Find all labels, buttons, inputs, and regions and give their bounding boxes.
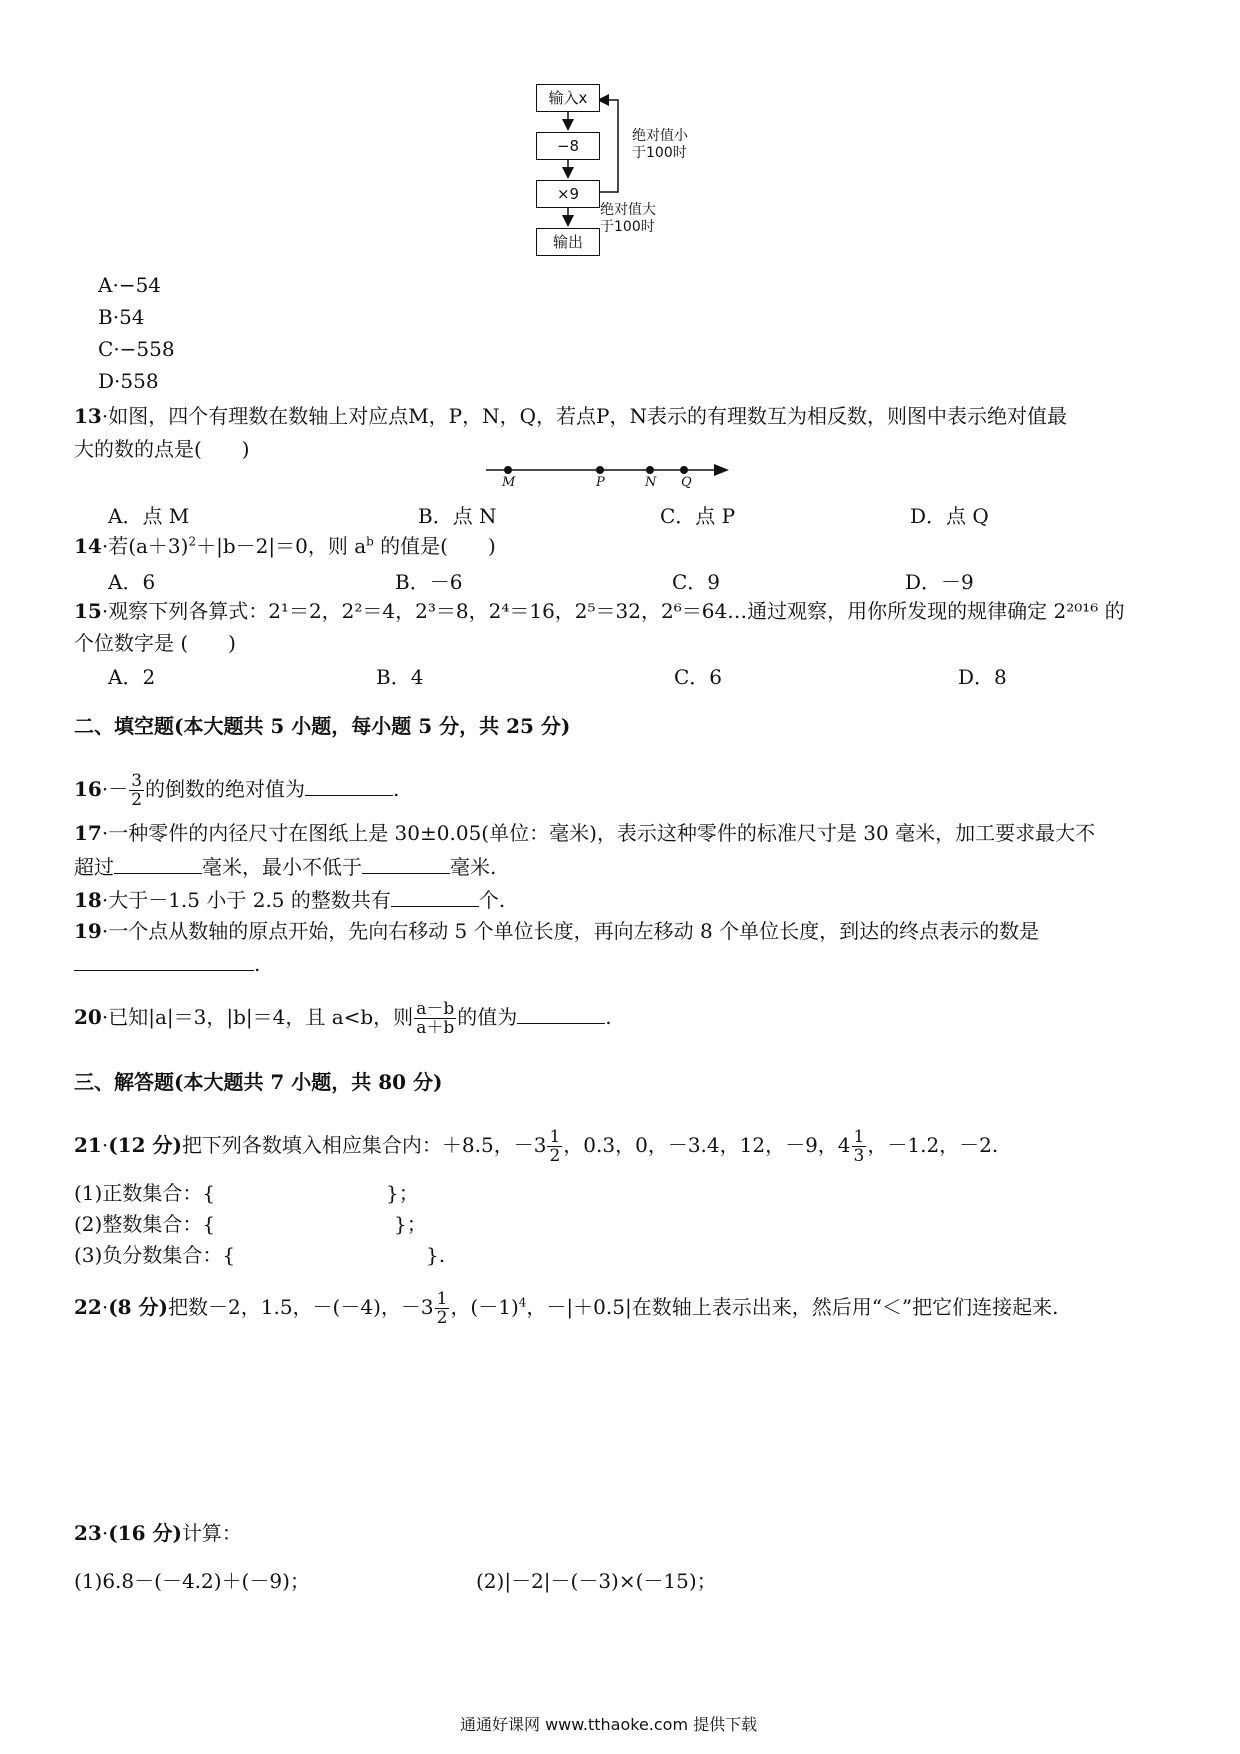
- answer-blank[interactable]: [517, 1003, 605, 1024]
- q14-sup1: 2: [188, 534, 197, 549]
- q13-line2: 大的数的点是( ): [74, 437, 250, 461]
- answer-blank[interactable]: [74, 950, 254, 971]
- q16-text: 的倒数的绝对值为: [145, 777, 306, 801]
- q19-line2: [74, 950, 260, 977]
- exit-label-1: 绝对值大: [600, 202, 656, 218]
- set-label: (1)正数集合：{: [74, 1181, 216, 1205]
- loop-label-1: 绝对值小: [632, 128, 688, 144]
- section-3-heading: 三、解答题(本大题共 7 小题，共 80 分): [74, 1070, 443, 1094]
- question-text: 一种零件的内径尺寸在图纸上是 30±0.05(单位：毫米)，表示这种零件的标准尺寸是 30 毫米，加工要求最大不: [108, 821, 1096, 845]
- fraction: [852, 1128, 867, 1165]
- q16-end: .: [393, 777, 400, 801]
- q22-sup: 4: [518, 1295, 527, 1310]
- question-text: 一个点从数轴的原点开始，先向右移动 5 个单位长度，再向左移动 8 个单位长度，到达的终点表示的数是: [108, 919, 1040, 943]
- q14-option-d[interactable]: D．－9: [905, 570, 974, 594]
- answer-blank[interactable]: [305, 775, 393, 796]
- question-number: 17: [74, 821, 102, 845]
- q14-sup2: b: [366, 534, 374, 549]
- q15-option-c[interactable]: C．6: [674, 665, 723, 689]
- question-number: 14: [74, 534, 102, 558]
- q17-text-a: 超过: [74, 855, 114, 879]
- question-text: 观察下列各算式：2¹＝2，2²＝4，2³＝8，2⁴＝16，2⁵＝32，2⁶＝64…通过观察，用你所发现的规律确定 2²⁰¹⁶ 的: [108, 599, 1125, 623]
- fraction-den: a＋b: [416, 1018, 455, 1038]
- q17-text-c: 毫米.: [450, 855, 497, 879]
- question-score: (16 分): [108, 1521, 182, 1545]
- fraction-num: 1: [853, 1127, 865, 1147]
- question-number: 16: [74, 777, 102, 801]
- option-letter: D: [98, 369, 115, 393]
- fraction: [129, 772, 144, 809]
- question-number: 21: [74, 1133, 102, 1157]
- q23-part2: (2)|－2|－(－3)×(－15)；: [476, 1569, 717, 1593]
- q20-text2: 的值为: [457, 1005, 518, 1029]
- fraction-num: 3: [131, 771, 143, 791]
- point-label-p: P: [596, 475, 605, 490]
- q22-text-c: ，－|＋0.5|在数轴上表示出来，然后用“＜”把它们连接起来.: [526, 1295, 1059, 1319]
- q17-line1: 17·一种零件的内径尺寸在图纸上是 30±0.05(单位：毫米)，表示这种零件的标准尺寸是 30 毫米，加工要求最大不: [74, 821, 1096, 845]
- fraction-den: 2: [131, 790, 143, 810]
- flow-times9-box: ×9: [536, 180, 600, 208]
- fraction: [547, 1128, 562, 1165]
- answer-blank-min[interactable]: [362, 853, 450, 874]
- q21-set-positive: [74, 1180, 215, 1206]
- q15-option-d[interactable]: D．8: [958, 665, 1007, 689]
- option-text: −54: [118, 273, 162, 297]
- option-letter: C: [98, 337, 114, 361]
- point-n: [646, 466, 654, 474]
- q19-end: .: [254, 952, 261, 976]
- point-label-q: Q: [681, 475, 692, 490]
- fraction: [414, 1000, 456, 1037]
- q22-answer-area[interactable]: [74, 1330, 1154, 1510]
- question-number: 19: [74, 919, 102, 943]
- section-2-heading: 二、填空题(本大题共 5 小题，每小题 5 分，共 25 分): [74, 714, 571, 738]
- answer-blank-max[interactable]: [114, 853, 202, 874]
- q21-text-c: ，－1.2，－2.: [867, 1133, 999, 1157]
- point-p: [596, 466, 604, 474]
- q22-text-b: ，(－1): [450, 1295, 519, 1319]
- q15-line2: 个位数字是 ( ): [74, 631, 236, 655]
- q20-end: .: [605, 1005, 612, 1029]
- question-number: 13: [74, 404, 102, 428]
- q22-line: 22·(8 分)把数－2，1.5，－(－4)，－3 $\frac{1}{2}$ ，$(-1)^4$，－|＋0.5|在数轴上表示出来，然后用“＜”把它们连接起来.: [74, 1289, 1059, 1328]
- q14-option-a[interactable]: A．6: [108, 570, 156, 594]
- question-number: 22: [74, 1295, 102, 1319]
- point-q: [680, 466, 688, 474]
- q19-line1: 19·一个点从数轴的原点开始，先向右移动 5 个单位长度，再向左移动 8 个单位长度，到达的终点表示的数是: [74, 919, 1040, 943]
- q21-text-a: 把下列各数填入相应集合内：＋8.5，－3: [181, 1133, 547, 1157]
- set-label: (3)负分数集合：{: [74, 1243, 236, 1267]
- question-score: (8 分): [108, 1295, 169, 1319]
- q15-line1: 15·观察下列各算式：2¹＝2，2²＝4，2³＝8，2⁴＝16，2⁵＝32，2⁶＝64…通过观察，用你所发现的规律确定 2²⁰¹⁶ 的: [74, 599, 1125, 623]
- set-integer-input[interactable]: [226, 1209, 390, 1235]
- q12-option-d[interactable]: D·558: [98, 369, 159, 393]
- loop-label-2: 于100时: [632, 145, 687, 161]
- flow-input-box: 输入x: [536, 84, 600, 112]
- q23-part1: (1)6.8－(－4.2)＋(－9)；: [74, 1569, 310, 1593]
- fraction-num: 1: [436, 1289, 448, 1309]
- q15-option-a[interactable]: A．2: [108, 665, 156, 689]
- q16-prefix: －: [108, 777, 129, 801]
- option-letter: A: [98, 273, 113, 297]
- fraction-den: 2: [549, 1146, 561, 1166]
- fraction-num: 1: [549, 1127, 561, 1147]
- number-line: [478, 458, 738, 498]
- fraction-num: a－b: [416, 999, 455, 1019]
- q21-line: 21·(12 分)把下列各数填入相应集合内：＋8.5，－3 $\frac{1}{2}$ ，0.3，0，－3.4，12，－9，4 $\frac{1}{3}$ ，－1.2，－2.: [74, 1127, 999, 1166]
- q14-text-a: 若(a＋3): [108, 534, 189, 558]
- q17-line2: [74, 853, 496, 880]
- question-text: 如图，四个有理数在数轴上对应点M，P，N，Q，若点P，N表示的有理数互为相反数，则图中表示绝对值最: [108, 404, 1067, 428]
- set-end: }；: [386, 1181, 419, 1205]
- option-text: −558: [119, 337, 175, 361]
- q17-text-b: 毫米，最小不低于: [202, 855, 362, 879]
- q13-option-a[interactable]: A．点 M: [108, 504, 190, 528]
- q20-text: 已知|a|＝3，|b|＝4，且 a<b，则: [108, 1005, 414, 1029]
- set-negative-fraction-input[interactable]: [250, 1240, 422, 1266]
- set-end: }.: [426, 1243, 446, 1267]
- set-positive-input[interactable]: [226, 1178, 382, 1204]
- option-text: 558: [120, 369, 159, 393]
- q13-option-d[interactable]: D．点 Q: [910, 504, 989, 528]
- q12-option-b[interactable]: B·54: [98, 305, 145, 329]
- question-number: 20: [74, 1005, 102, 1029]
- question-text: 计算：: [181, 1521, 242, 1545]
- q23-line: 23·(16 分)计算：: [74, 1521, 242, 1545]
- q14-text-c: 的值是( ): [373, 534, 496, 558]
- question-number: 15: [74, 599, 102, 623]
- exit-label-2: 于100时: [600, 219, 655, 235]
- q13-option-b[interactable]: B．点 N: [418, 504, 497, 528]
- q21-set-negative-fraction: [74, 1242, 235, 1268]
- fraction-den: 3: [853, 1146, 865, 1166]
- q12-option-c[interactable]: C·−558: [98, 337, 175, 361]
- q14-option-c[interactable]: C．9: [672, 570, 721, 594]
- q22-text-a: 把数－2，1.5，－(－4)，－3: [168, 1295, 434, 1319]
- fraction: [435, 1290, 450, 1327]
- q13-line1: 13·如图，四个有理数在数轴上对应点M，P，N，Q，若点P，N表示的有理数互为相反数，则图中表示绝对值最: [74, 404, 1067, 428]
- option-text: 54: [119, 305, 145, 329]
- flow-minus8-box: −8: [536, 132, 600, 160]
- q18-end: 个.: [478, 888, 506, 912]
- flow-output-box: 输出: [536, 228, 600, 256]
- question-number: 23: [74, 1521, 102, 1545]
- q13-option-c[interactable]: C．点 P: [660, 504, 736, 528]
- point-m: [504, 466, 512, 474]
- set-end: }；: [394, 1212, 427, 1236]
- question-score: (12 分): [108, 1133, 182, 1157]
- q14-line: 14·若$(a+3)^2+|b-2|=0$，则 $a^b$ 的值是( ): [74, 534, 496, 558]
- question-text: 大于－1.5 小于 2.5 的整数共有: [108, 888, 391, 912]
- point-label-n: N: [645, 475, 657, 490]
- q14-option-b[interactable]: B．－6: [395, 570, 463, 594]
- point-label-m: M: [502, 475, 516, 490]
- q14-text-b: ＋|b－2|＝0，则 a: [196, 534, 367, 558]
- q21-text-b: ，0.3，0，－3.4，12，－9，4: [563, 1133, 851, 1157]
- set-label: (2)整数集合：{: [74, 1212, 216, 1236]
- option-letter: B: [98, 305, 113, 329]
- q15-option-b[interactable]: B．4: [376, 665, 424, 689]
- q12-option-a[interactable]: A·−54: [98, 273, 162, 297]
- q20-line: 20·已知|a|＝3，|b|＝4，且 a<b，则 $\frac{a-b}{a+b}$ 的值为 .: [74, 999, 612, 1038]
- question-number: 18: [74, 888, 102, 912]
- q21-set-integer: [74, 1211, 215, 1237]
- footer-credit: 通通好课网 www.tthaoke.com 提供下载: [460, 1715, 758, 1734]
- q18-line: 18·大于－1.5 小于 2.5 的整数共有 个.: [74, 888, 506, 912]
- answer-blank[interactable]: [391, 886, 479, 907]
- fraction-den: 2: [436, 1308, 448, 1328]
- q16-line: 16·－ $\frac{3}{2}$ 的倒数的绝对值为 .: [74, 771, 400, 810]
